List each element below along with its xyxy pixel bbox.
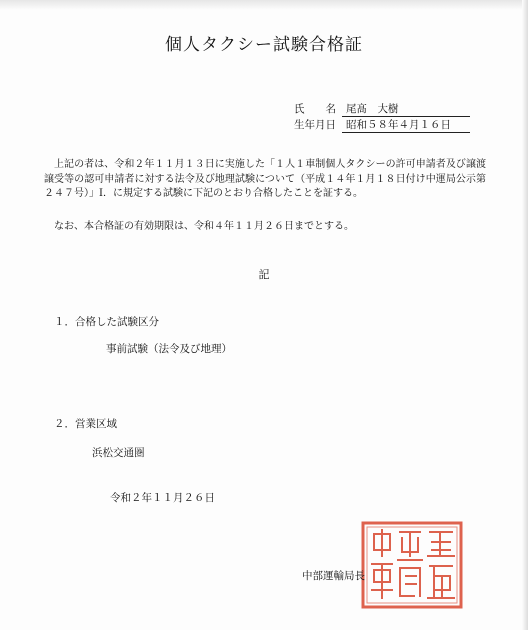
dob-value: 昭和５８年４月１６日 bbox=[342, 119, 470, 133]
name-row bbox=[294, 101, 470, 117]
certification-paragraph: 上記の者は、令和２年１１月１３日に実施した「１人１車制個人タクシーの許可申請者及び譲渡譲受等の認可申請者に対する法令及び地理試験について（平成１４年１月１８日付け中運局公示第２４７号）」Ⅰ．に規定する試験に下記のとおり合格したことを証する。 bbox=[44, 159, 486, 199]
ki-heading: 記 bbox=[258, 268, 270, 281]
section2-value: 浜松交通圏 bbox=[92, 447, 145, 459]
issue-date: 令和２年１１月２６日 bbox=[110, 492, 215, 504]
document-title: 個人タクシー試験合格証 bbox=[165, 35, 363, 55]
name-label: 氏 名 bbox=[294, 103, 336, 115]
section2-heading: ２．営業区域 bbox=[54, 418, 117, 430]
dob-row bbox=[294, 117, 470, 133]
seal-script bbox=[372, 530, 454, 598]
section1-value: 事前試験（法令及び地理） bbox=[106, 343, 232, 355]
official-seal-stamp bbox=[360, 520, 464, 610]
issuer-name: 中部運輸局長 bbox=[302, 570, 365, 582]
section1-heading: １．合格した試験区分 bbox=[54, 316, 159, 328]
name-value: 尾髙 大樹 bbox=[342, 103, 470, 117]
dob-label: 生年月日 bbox=[294, 119, 336, 131]
validity-paragraph: なお、本合格証の有効期限は、令和４年１１月２６日までとする。 bbox=[54, 221, 354, 232]
